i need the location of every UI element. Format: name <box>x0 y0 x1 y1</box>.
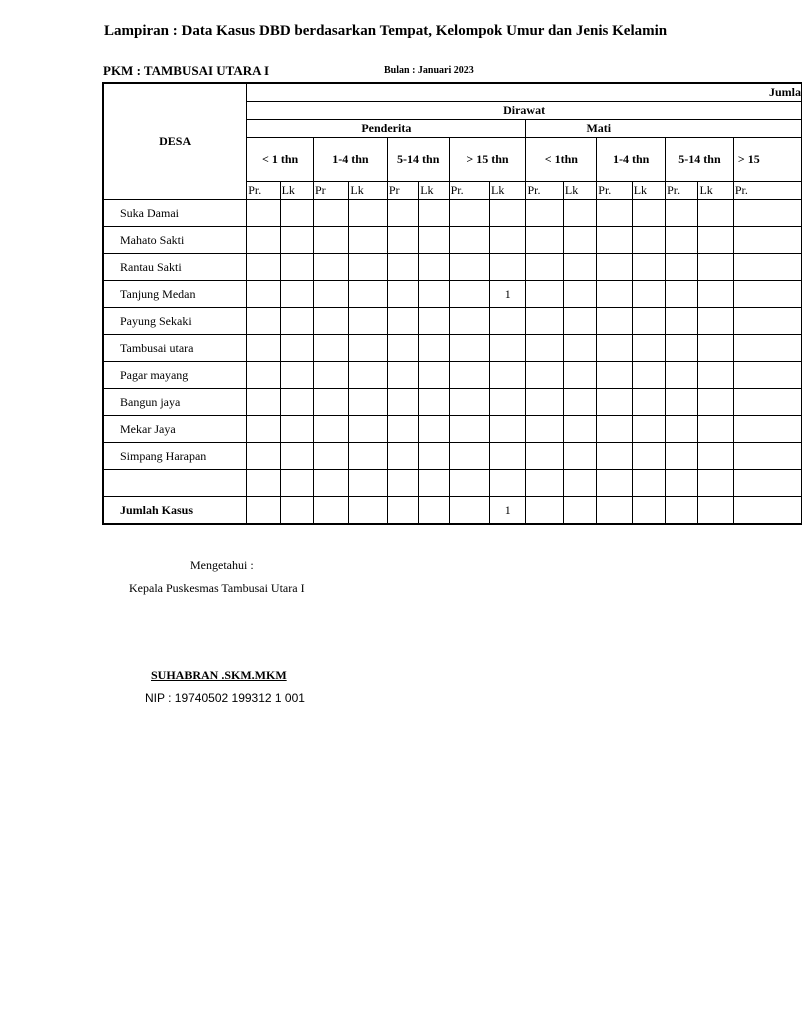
total-count-cell <box>280 497 313 525</box>
case-count-cell <box>698 470 733 497</box>
case-count-cell <box>419 254 449 281</box>
table-row <box>103 443 802 470</box>
case-count-cell: 1 <box>490 281 526 308</box>
case-count-cell <box>280 470 313 497</box>
case-count-cell <box>490 254 526 281</box>
case-count-cell <box>563 308 596 335</box>
case-count-cell <box>490 470 526 497</box>
case-count-cell <box>698 281 733 308</box>
desa-name: Suka Damai <box>103 200 247 227</box>
total-count-cell: 1 <box>490 497 526 525</box>
case-count-cell <box>733 254 801 281</box>
case-count-cell <box>733 227 801 254</box>
case-count-cell <box>490 389 526 416</box>
case-count-cell <box>597 416 632 443</box>
case-count-cell <box>632 362 665 389</box>
case-count-cell <box>449 308 489 335</box>
case-count-cell <box>490 308 526 335</box>
jabatan-label: Kepala Puskesmas Tambusai Utara I <box>129 581 305 595</box>
case-count-cell <box>247 227 280 254</box>
desa-name <box>103 470 247 497</box>
age-group-header: > 15 <box>733 138 801 182</box>
case-count-cell <box>733 281 801 308</box>
total-count-cell <box>349 497 387 525</box>
case-count-cell <box>349 200 387 227</box>
case-count-cell <box>349 389 387 416</box>
case-count-cell <box>419 335 449 362</box>
sex-label: Pr <box>387 182 418 200</box>
case-count-cell <box>632 200 665 227</box>
case-count-cell <box>349 281 387 308</box>
total-count-cell <box>597 497 632 525</box>
sex-label: Lk <box>698 182 733 200</box>
case-count-cell <box>666 362 698 389</box>
table-row <box>103 281 802 308</box>
case-count-cell <box>597 227 632 254</box>
case-count-cell <box>419 443 449 470</box>
case-count-cell <box>419 308 449 335</box>
case-count-cell <box>666 227 698 254</box>
total-count-cell <box>733 497 801 525</box>
table-row <box>103 416 802 443</box>
desa-name: Tambusai utara <box>103 335 247 362</box>
total-row <box>103 497 802 525</box>
total-label: Jumlah Kasus <box>103 497 247 525</box>
case-count-cell <box>449 443 489 470</box>
case-count-cell <box>387 254 418 281</box>
case-count-cell <box>526 227 563 254</box>
case-count-cell <box>490 335 526 362</box>
case-count-cell <box>632 254 665 281</box>
sex-label: Pr <box>313 182 348 200</box>
age-group-header: 5-14 thn <box>666 138 734 182</box>
case-count-cell <box>597 443 632 470</box>
case-count-cell <box>313 254 348 281</box>
case-count-cell <box>698 416 733 443</box>
case-count-cell <box>666 416 698 443</box>
case-count-cell <box>313 200 348 227</box>
table-row <box>103 227 802 254</box>
desa-name: Rantau Sakti <box>103 254 247 281</box>
case-count-cell <box>387 227 418 254</box>
case-count-cell <box>247 281 280 308</box>
case-count-cell <box>349 470 387 497</box>
age-group-header: 5-14 thn <box>387 138 449 182</box>
sex-label: Pr. <box>526 182 563 200</box>
case-count-cell <box>280 281 313 308</box>
case-count-cell <box>247 416 280 443</box>
mati-header: Mati <box>526 120 802 138</box>
case-count-cell <box>449 254 489 281</box>
case-count-cell <box>666 200 698 227</box>
pkm-label: PKM : TAMBUSAI UTARA I <box>103 63 270 78</box>
jumlah-header: Jumla <box>247 83 802 102</box>
case-count-cell <box>666 335 698 362</box>
case-count-cell <box>490 227 526 254</box>
age-group-header: > 15 thn <box>449 138 526 182</box>
case-count-cell <box>490 443 526 470</box>
case-count-cell <box>490 362 526 389</box>
case-count-cell <box>419 470 449 497</box>
total-count-cell <box>387 497 418 525</box>
case-count-cell <box>526 308 563 335</box>
case-count-cell <box>597 362 632 389</box>
case-count-cell <box>247 200 280 227</box>
case-count-cell <box>733 200 801 227</box>
case-count-cell <box>733 416 801 443</box>
dirawat-header: Dirawat <box>247 102 802 120</box>
case-count-cell <box>698 308 733 335</box>
document-title: Lampiran : Data Kasus DBD berdasarkan Tempat, Kelompok Umur dan Jenis Kelamin <box>104 23 668 39</box>
case-count-cell <box>247 254 280 281</box>
case-count-cell <box>526 254 563 281</box>
case-count-cell <box>280 416 313 443</box>
case-count-cell <box>563 200 596 227</box>
table-row <box>103 308 802 335</box>
case-count-cell <box>280 200 313 227</box>
case-count-cell <box>597 254 632 281</box>
case-count-cell <box>247 470 280 497</box>
case-count-cell <box>419 362 449 389</box>
sex-label: Lk <box>563 182 596 200</box>
case-count-cell <box>449 335 489 362</box>
case-count-cell <box>597 335 632 362</box>
case-count-cell <box>313 281 348 308</box>
case-count-cell <box>526 281 563 308</box>
case-count-cell <box>563 254 596 281</box>
case-count-cell <box>349 443 387 470</box>
sex-label: Lk <box>349 182 387 200</box>
case-count-cell <box>387 308 418 335</box>
case-count-cell <box>698 362 733 389</box>
sex-label: Lk <box>490 182 526 200</box>
case-count-cell <box>666 470 698 497</box>
case-count-cell <box>597 281 632 308</box>
case-count-cell <box>632 227 665 254</box>
case-count-cell <box>563 281 596 308</box>
case-count-cell <box>632 308 665 335</box>
sex-label: Lk <box>632 182 665 200</box>
case-count-cell <box>597 308 632 335</box>
table-row <box>103 362 802 389</box>
case-count-cell <box>733 389 801 416</box>
case-count-cell <box>563 362 596 389</box>
total-count-cell <box>419 497 449 525</box>
desa-name: Simpang Harapan <box>103 443 247 470</box>
case-count-cell <box>449 362 489 389</box>
case-count-cell <box>733 443 801 470</box>
mengetahui-label: Mengetahui : <box>190 558 254 572</box>
case-count-cell <box>349 227 387 254</box>
case-count-cell <box>280 389 313 416</box>
case-count-cell <box>597 200 632 227</box>
case-count-cell <box>666 308 698 335</box>
case-count-cell <box>526 470 563 497</box>
case-count-cell <box>698 200 733 227</box>
case-count-cell <box>563 227 596 254</box>
sex-label: Pr. <box>597 182 632 200</box>
table-row <box>103 470 802 497</box>
case-count-cell <box>313 443 348 470</box>
bulan-label: Bulan : Januari 2023 <box>384 65 474 76</box>
case-count-cell <box>280 362 313 389</box>
case-count-cell <box>247 443 280 470</box>
age-group-header: < 1thn <box>526 138 597 182</box>
case-count-cell <box>449 389 489 416</box>
case-count-cell <box>449 281 489 308</box>
sex-label: Pr. <box>666 182 698 200</box>
total-count-cell <box>632 497 665 525</box>
case-count-cell <box>349 362 387 389</box>
table-row <box>103 389 802 416</box>
case-count-cell <box>733 308 801 335</box>
case-count-cell <box>597 470 632 497</box>
desa-name: Tanjung Medan <box>103 281 247 308</box>
case-count-cell <box>632 470 665 497</box>
case-count-cell <box>526 389 563 416</box>
case-count-cell <box>313 227 348 254</box>
case-count-cell <box>419 389 449 416</box>
case-count-cell <box>698 254 733 281</box>
case-count-cell <box>313 389 348 416</box>
case-count-cell <box>632 389 665 416</box>
case-count-cell <box>490 200 526 227</box>
case-count-cell <box>698 443 733 470</box>
desa-name: Mahato Sakti <box>103 227 247 254</box>
case-count-cell <box>698 335 733 362</box>
case-count-cell <box>247 335 280 362</box>
case-count-cell <box>563 470 596 497</box>
case-count-cell <box>526 443 563 470</box>
desa-name: Mekar Jaya <box>103 416 247 443</box>
sex-label: Lk <box>419 182 449 200</box>
case-count-cell <box>247 389 280 416</box>
case-count-cell <box>313 308 348 335</box>
sex-label: Pr. <box>733 182 801 200</box>
case-count-cell <box>526 416 563 443</box>
case-count-cell <box>387 416 418 443</box>
case-count-cell <box>280 227 313 254</box>
signatory-name: SUHABRAN .SKM.MKM <box>151 668 287 682</box>
case-count-cell <box>419 200 449 227</box>
case-count-cell <box>526 362 563 389</box>
case-count-cell <box>733 362 801 389</box>
case-count-cell <box>698 227 733 254</box>
case-count-cell <box>387 200 418 227</box>
case-count-cell <box>526 335 563 362</box>
penderita-header: Penderita <box>247 120 526 138</box>
sex-label: Lk <box>280 182 313 200</box>
case-count-cell <box>387 281 418 308</box>
case-count-cell <box>387 443 418 470</box>
case-count-cell <box>597 389 632 416</box>
case-count-cell <box>666 443 698 470</box>
case-count-cell <box>666 389 698 416</box>
case-count-cell <box>419 281 449 308</box>
case-count-cell <box>733 470 801 497</box>
case-count-cell <box>247 362 280 389</box>
desa-header: DESA <box>103 83 247 200</box>
case-count-cell <box>632 281 665 308</box>
case-count-cell <box>387 389 418 416</box>
case-count-cell <box>313 335 348 362</box>
table-row <box>103 335 802 362</box>
case-count-cell <box>419 416 449 443</box>
case-count-cell <box>280 254 313 281</box>
age-group-header: < 1 thn <box>247 138 314 182</box>
case-count-cell <box>313 362 348 389</box>
desa-name: Pagar mayang <box>103 362 247 389</box>
case-count-cell <box>632 416 665 443</box>
desa-name: Payung Sekaki <box>103 308 247 335</box>
case-count-cell <box>563 335 596 362</box>
case-count-cell <box>563 443 596 470</box>
dbd-case-table <box>102 82 802 525</box>
case-count-cell <box>387 362 418 389</box>
case-count-cell <box>349 335 387 362</box>
case-count-cell <box>449 200 489 227</box>
nip-label: NIP : 19740502 199312 1 001 <box>145 691 305 705</box>
sex-label: Pr. <box>449 182 489 200</box>
case-count-cell <box>419 227 449 254</box>
age-group-header: 1-4 thn <box>313 138 387 182</box>
total-count-cell <box>666 497 698 525</box>
case-count-cell <box>632 443 665 470</box>
case-count-cell <box>563 416 596 443</box>
case-count-cell <box>387 470 418 497</box>
case-count-cell <box>698 389 733 416</box>
case-count-cell <box>280 443 313 470</box>
total-count-cell <box>247 497 280 525</box>
case-count-cell <box>349 254 387 281</box>
case-count-cell <box>313 470 348 497</box>
case-count-cell <box>247 308 280 335</box>
total-count-cell <box>698 497 733 525</box>
case-count-cell <box>632 335 665 362</box>
case-count-cell <box>349 416 387 443</box>
total-count-cell <box>313 497 348 525</box>
case-count-cell <box>280 335 313 362</box>
case-count-cell <box>387 335 418 362</box>
case-count-cell <box>280 308 313 335</box>
case-count-cell <box>563 389 596 416</box>
table-row <box>103 200 802 227</box>
desa-name: Bangun jaya <box>103 389 247 416</box>
case-count-cell <box>666 281 698 308</box>
case-count-cell <box>313 416 348 443</box>
total-count-cell <box>563 497 596 525</box>
case-count-cell <box>733 335 801 362</box>
sex-label: Pr. <box>247 182 280 200</box>
total-count-cell <box>526 497 563 525</box>
case-count-cell <box>449 416 489 443</box>
case-count-cell <box>666 254 698 281</box>
case-count-cell <box>449 470 489 497</box>
age-group-header: 1-4 thn <box>597 138 666 182</box>
case-count-cell <box>526 200 563 227</box>
total-count-cell <box>449 497 489 525</box>
table-row <box>103 254 802 281</box>
case-count-cell <box>449 227 489 254</box>
case-count-cell <box>349 308 387 335</box>
case-count-cell <box>490 416 526 443</box>
